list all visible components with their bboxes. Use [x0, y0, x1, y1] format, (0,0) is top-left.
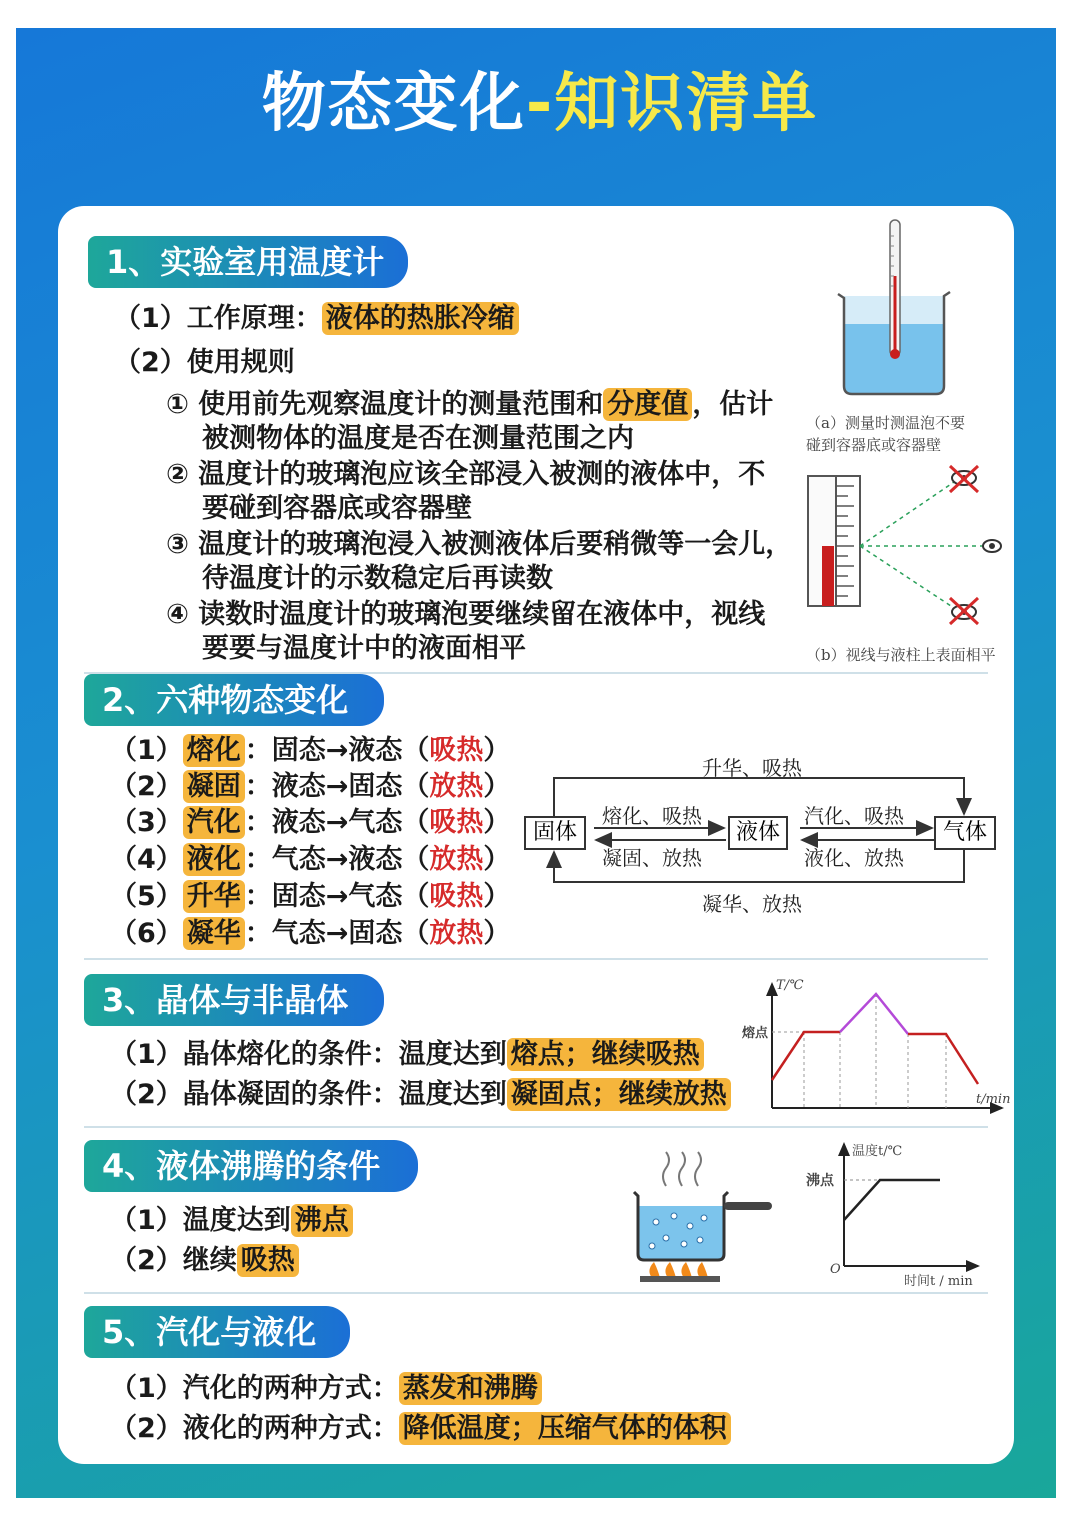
boiling-graph-origin: O [830, 1262, 841, 1277]
box-solid: 固体 [524, 816, 586, 850]
label-condensation: 液化、放热 [804, 846, 904, 870]
section-divider [84, 1126, 988, 1128]
boiling-graph [818, 1142, 988, 1278]
crystal-graph-xlabel: t/min [976, 1092, 1011, 1107]
eye-icon-bottom [950, 598, 978, 624]
s1-principle-label: （1）工作原理： [114, 303, 322, 334]
title-main: 物态变化 [261, 67, 526, 141]
s1-rule-1-tail: ，估计 [692, 389, 774, 420]
boiling-graph-xlabel: 时间t / min [904, 1274, 973, 1289]
s4-line-1-highlight: 沸点 [291, 1204, 353, 1237]
beaker-thermometer-illustration [834, 216, 954, 400]
s1-rule-1-line2: 被测物体的温度是否在测量范围之内 [202, 423, 634, 454]
s4-line-2: （2）继续 吸热 [110, 1244, 299, 1278]
section-divider [84, 958, 988, 960]
eye-icon-top [950, 466, 978, 492]
caption-a-line1: （a）测量时测温泡不要 [806, 414, 965, 432]
s1-rule-1-highlight: 分度值 [603, 388, 692, 421]
crystal-graph-melting-point: 熔点 [742, 1026, 769, 1041]
boiling-pot-illustration [630, 1156, 780, 1286]
s1-principle-value: 液体的热胀冷缩 [322, 302, 519, 335]
section-4-header: 4、液体沸腾的条件 [84, 1140, 418, 1192]
s2-item-4: （4） 液化 ：气态→液态（放热） [110, 844, 511, 875]
section-5-header: 5、汽化与液化 [84, 1306, 350, 1358]
s1-rule-1-text: ① 使用前先观察温度计的测量范围和 [166, 389, 604, 420]
section-divider [84, 1292, 988, 1294]
boiling-graph-boiling-point: 沸点 [806, 1173, 834, 1189]
section-3-header: 3、晶体与非晶体 [84, 974, 384, 1026]
s3-line-2: （2）晶体凝固的条件：温度达到 凝固点；继续放热 [110, 1078, 731, 1112]
s2-item-3: （3） 汽化 ：液态→气态（吸热） [110, 807, 511, 838]
s4-line-1: （1）温度达到 沸点 [110, 1204, 353, 1238]
section-2-header: 2、六种物态变化 [84, 674, 384, 726]
s1-rule-3-line2: 待温度计的示数稳定后再读数 [202, 563, 553, 594]
label-sublimation: 升华、吸热 [702, 756, 802, 780]
caption-a-line2: 碰到容器底或容器壁 [806, 436, 942, 454]
label-melting: 熔化、吸热 [602, 804, 702, 828]
s3-line-2-highlight: 凝固点；继续放热 [507, 1078, 731, 1111]
label-vaporization: 汽化、吸热 [804, 804, 904, 828]
sightline-diagram [804, 462, 1004, 634]
s2-item-5: （5） 升华 ：固态→气态（吸热） [110, 881, 511, 912]
s1-rules-label: （2）使用规则 [114, 347, 295, 378]
page-title [0, 52, 1080, 144]
s1-rule-4-line1: ④ 读数时温度计的玻璃泡要继续留在液体中，视线 [166, 599, 766, 630]
label-freezing: 凝固、放热 [602, 846, 702, 870]
s5-line-1-highlight: 蒸发和沸腾 [399, 1372, 542, 1405]
s1-rule-2-line1: ② 温度计的玻璃泡应该全部浸入被测的液体中，不 [166, 459, 766, 490]
s1-principle [114, 302, 519, 336]
s3-line-1-highlight: 熔点；继续吸热 [507, 1038, 704, 1071]
crystal-graph-ylabel: T/℃ [776, 978, 804, 993]
s1-rule-1-line1 [166, 388, 773, 422]
s3-line-1: （1）晶体熔化的条件：温度达到 熔点；继续吸热 [110, 1038, 704, 1072]
s1-rule-2-line2: 要碰到容器底或容器壁 [202, 493, 472, 524]
s2-item-6: （6） 凝华 ：气态→固态（放热） [110, 918, 511, 949]
box-liquid: 液体 [728, 816, 788, 850]
boiling-graph-ylabel: 温度t/℃ [852, 1144, 903, 1159]
s5-line-2-highlight: 降低温度；压缩气体的体积 [399, 1412, 731, 1445]
s1-rule-3-line1: ③ 温度计的玻璃泡浸入被测液体后要稍微等一会儿， [166, 529, 793, 560]
s2-item-1: （1） 熔化 ：固态→液态（吸热） [110, 735, 511, 766]
eye-icon-middle [983, 540, 1001, 552]
section-1-header: 1、实验室用温度计 [88, 236, 408, 288]
s1-rule-4-line2: 要要与温度计中的液面相平 [202, 633, 526, 664]
crystal-graph [740, 980, 1010, 1114]
title-sub: -知识清单 [525, 67, 819, 141]
box-gas: 气体 [934, 816, 996, 850]
s2-item-2: （2） 凝固 ：液态→固态（放热） [110, 771, 511, 802]
label-deposition: 凝华、放热 [702, 892, 802, 916]
s5-line-1: （1）汽化的两种方式： 蒸发和沸腾 [110, 1372, 542, 1406]
caption-b: （b）视线与液柱上表面相平 [806, 646, 996, 664]
s4-line-2-highlight: 吸热 [237, 1244, 299, 1277]
s5-line-2: （2）液化的两种方式： 降低温度；压缩气体的体积 [110, 1412, 731, 1446]
